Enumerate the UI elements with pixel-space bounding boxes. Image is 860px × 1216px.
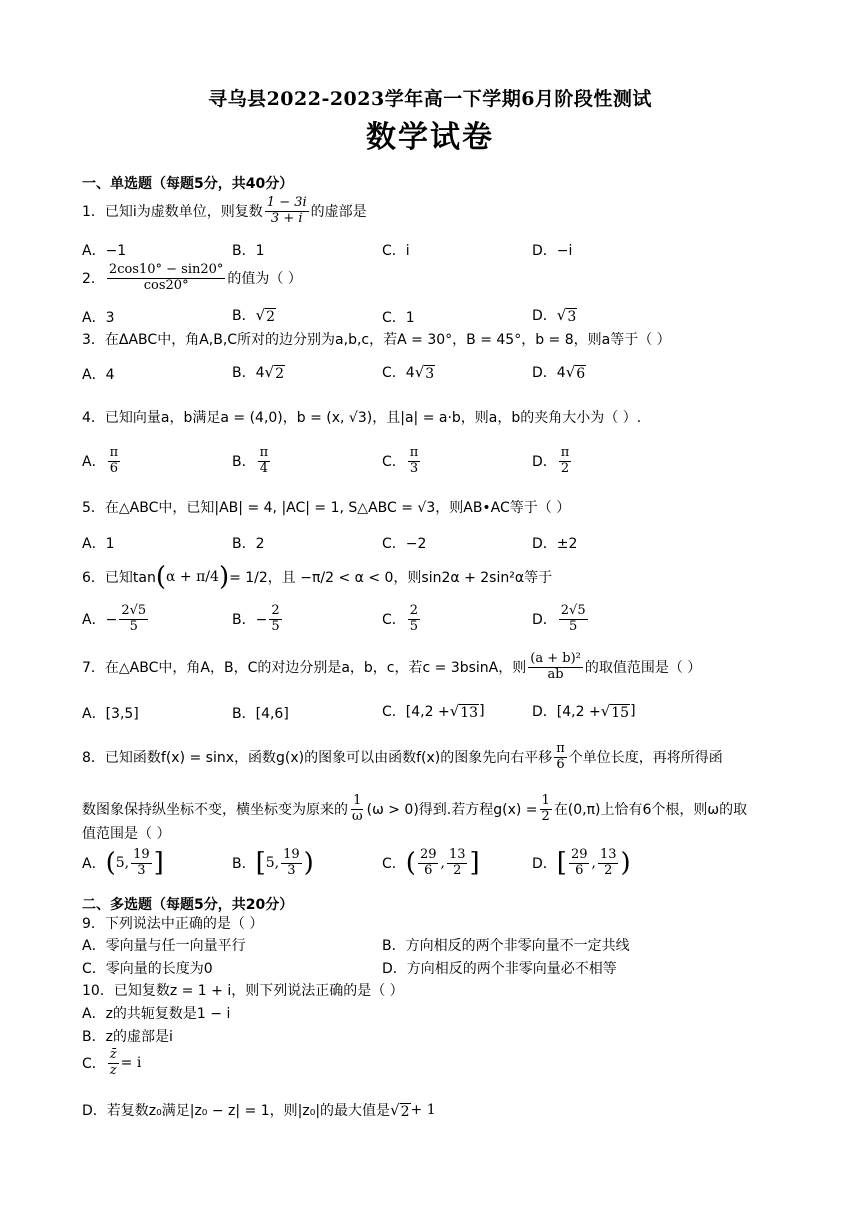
question-8-line2: 数图象保持纵坐标不变，横坐标变为原来的 $\frac{1}{\omega}$ (ω > 0)得到.若方程g(x) = $\frac{1}{2}$ 在(0,π)上恰有6个根，则ω的取 (82, 793, 748, 824)
question-8-line1: 8．已知函数f(x) = sinx，函数g(x)的图象可以由函数f(x)的图象先向右平移 $\frac{\pi}{6}$ 个单位长度，再将所得函 (82, 741, 723, 772)
q9-option-d: D．方向相反的两个非零向量必不相等 (382, 961, 617, 977)
question-10: 10．已知复数z = 1 + i，则下列说法正确的是（ ） (82, 983, 404, 999)
q1-option-d: D．−i (532, 243, 573, 259)
section-single-choice: 一、单选题（每题5分，共40分） (82, 176, 294, 192)
q10-option-d: D．若复数z₀满足|z₀ − z| = 1，则|z₀|的最大值是 √ 2 + 1 (82, 1100, 436, 1120)
q8-option-d: D． [ $\frac{29}{6}$ , $\frac{13}{2}$ ) (532, 847, 631, 879)
q4-option-b: B． $\frac{\pi}{4}$ (232, 445, 269, 476)
q9-option-a: A．零向量与任一向量平行 (82, 938, 246, 954)
q7-option-d: D．[4,2 + √ 15 ] (532, 701, 636, 721)
question-4: 4．已知向量a，b满足a = (4,0)，b = (x, √3)，且|a| = a·b，则a，b的夹角大小为（ ）. (82, 410, 642, 426)
question-5: 5．在△ABC中，已知|AB| = 4, |AC| = 1, S△ABC = √3，则AB•AC等于（ ） (82, 500, 571, 516)
exam-subtitle: 寻乌县2022-2023学年高一下学期6月阶段性测试 (208, 88, 652, 110)
q5-option-d: D．±2 (532, 536, 578, 552)
q2-fraction: $\frac{2\cos 10^\circ - \sin 20^\circ}{\cos 20^\circ}$ (108, 262, 224, 293)
question-1: 1．已知i为虚数单位，则复数 $\frac{1 - 3i}{3 + i}$ 的虚部是 (82, 195, 367, 226)
q5-option-b: B．2 (232, 536, 265, 552)
q2-option-a: A．3 (82, 310, 115, 326)
q1-fraction: $\frac{1 - 3i}{3 + i}$ (266, 195, 307, 226)
question-8-line3: 值范围是（ ） (82, 826, 171, 842)
q10-option-a: A．z的共轭复数是1 − i (82, 1006, 231, 1022)
q8-option-a: A． ( 5, $\frac{19}{3}$ ] (82, 847, 164, 879)
q9-option-c: C．零向量的长度为0 (82, 961, 213, 977)
q8-option-c: C． ( $\frac{29}{6}$ , $\frac{13}{2}$ ] (382, 847, 480, 879)
q4-option-d: D． $\frac{\pi}{2}$ (532, 445, 570, 476)
question-9: 9．下列说法中正确的是（ ） (82, 916, 264, 932)
q10-option-b: B．z的虚部是i (82, 1029, 173, 1045)
q4-option-a: A． $\frac{\pi}{6}$ (82, 445, 119, 476)
question-6: 6．已知tan ( α + π/4 ) = 1/2，且 −π/2 < α < 0，则sin2α + 2sin²α等于 (82, 562, 553, 592)
q1-option-b: B．1 (232, 243, 265, 259)
q1-option-a: A．−1 (82, 243, 127, 259)
q5-option-c: C．−2 (382, 536, 427, 552)
question-7: 7．在△ABC中，角A，B，C的对边分别是a，b，c，若c = 3bsinA，则 $\frac{\text{(a + b)²}}{ab}$ 的取值范围是（ ） (82, 651, 702, 682)
q4-option-c: C． $\frac{\pi}{3}$ (382, 445, 419, 476)
q8-option-b: B． [ 5, $\frac{19}{3}$ ) (232, 847, 314, 879)
q3-option-a: A．4 (82, 367, 115, 383)
q3-option-b: B．4 √ 2 (232, 362, 284, 382)
q2-option-c: C．1 (382, 310, 415, 326)
q7-option-c: C．[4,2 + √ 13 ] (382, 701, 485, 721)
question-2: 2． $\frac{2\cos 10^\circ - \sin 20^\circ}{\cos 20^\circ}$ 的值为（ ） (82, 262, 302, 293)
q3-option-c: C．4 √ 3 (382, 362, 435, 382)
q2-option-d: D． √ 3 (532, 305, 577, 325)
q3-option-d: D．4 √ 6 (532, 362, 586, 382)
q7-option-b: B．[4,6] (232, 706, 289, 722)
q2-option-b: B． √ 2 (232, 305, 276, 325)
exam-title: 数学试卷 (366, 120, 494, 155)
q1-option-c: C．i (382, 243, 410, 259)
q6-option-b: B．− $\frac{2}{5}$ (232, 603, 280, 634)
section-multiple-choice: 二、多选题（每题5分，共20分） (82, 897, 294, 913)
q6-option-a: A．− $\frac{2√5}{5}$ (82, 603, 147, 634)
q6-option-c: C． $\frac{2}{5}$ (382, 603, 419, 634)
q9-option-b: B．方向相反的两个非零向量不一定共线 (382, 938, 630, 954)
q7-option-a: A．[3,5] (82, 706, 139, 722)
question-3: 3．在ΔABC中，角A,B,C所对的边分别为a,b,c，若A = 30°，B = 45°，b = 8，则a等于（ ） (82, 332, 671, 348)
q6-option-d: D． $\frac{2√5}{5}$ (532, 603, 586, 634)
q5-option-a: A．1 (82, 536, 115, 552)
q10-option-c: C． $\frac{z̄}{z}$ = i (82, 1047, 142, 1078)
